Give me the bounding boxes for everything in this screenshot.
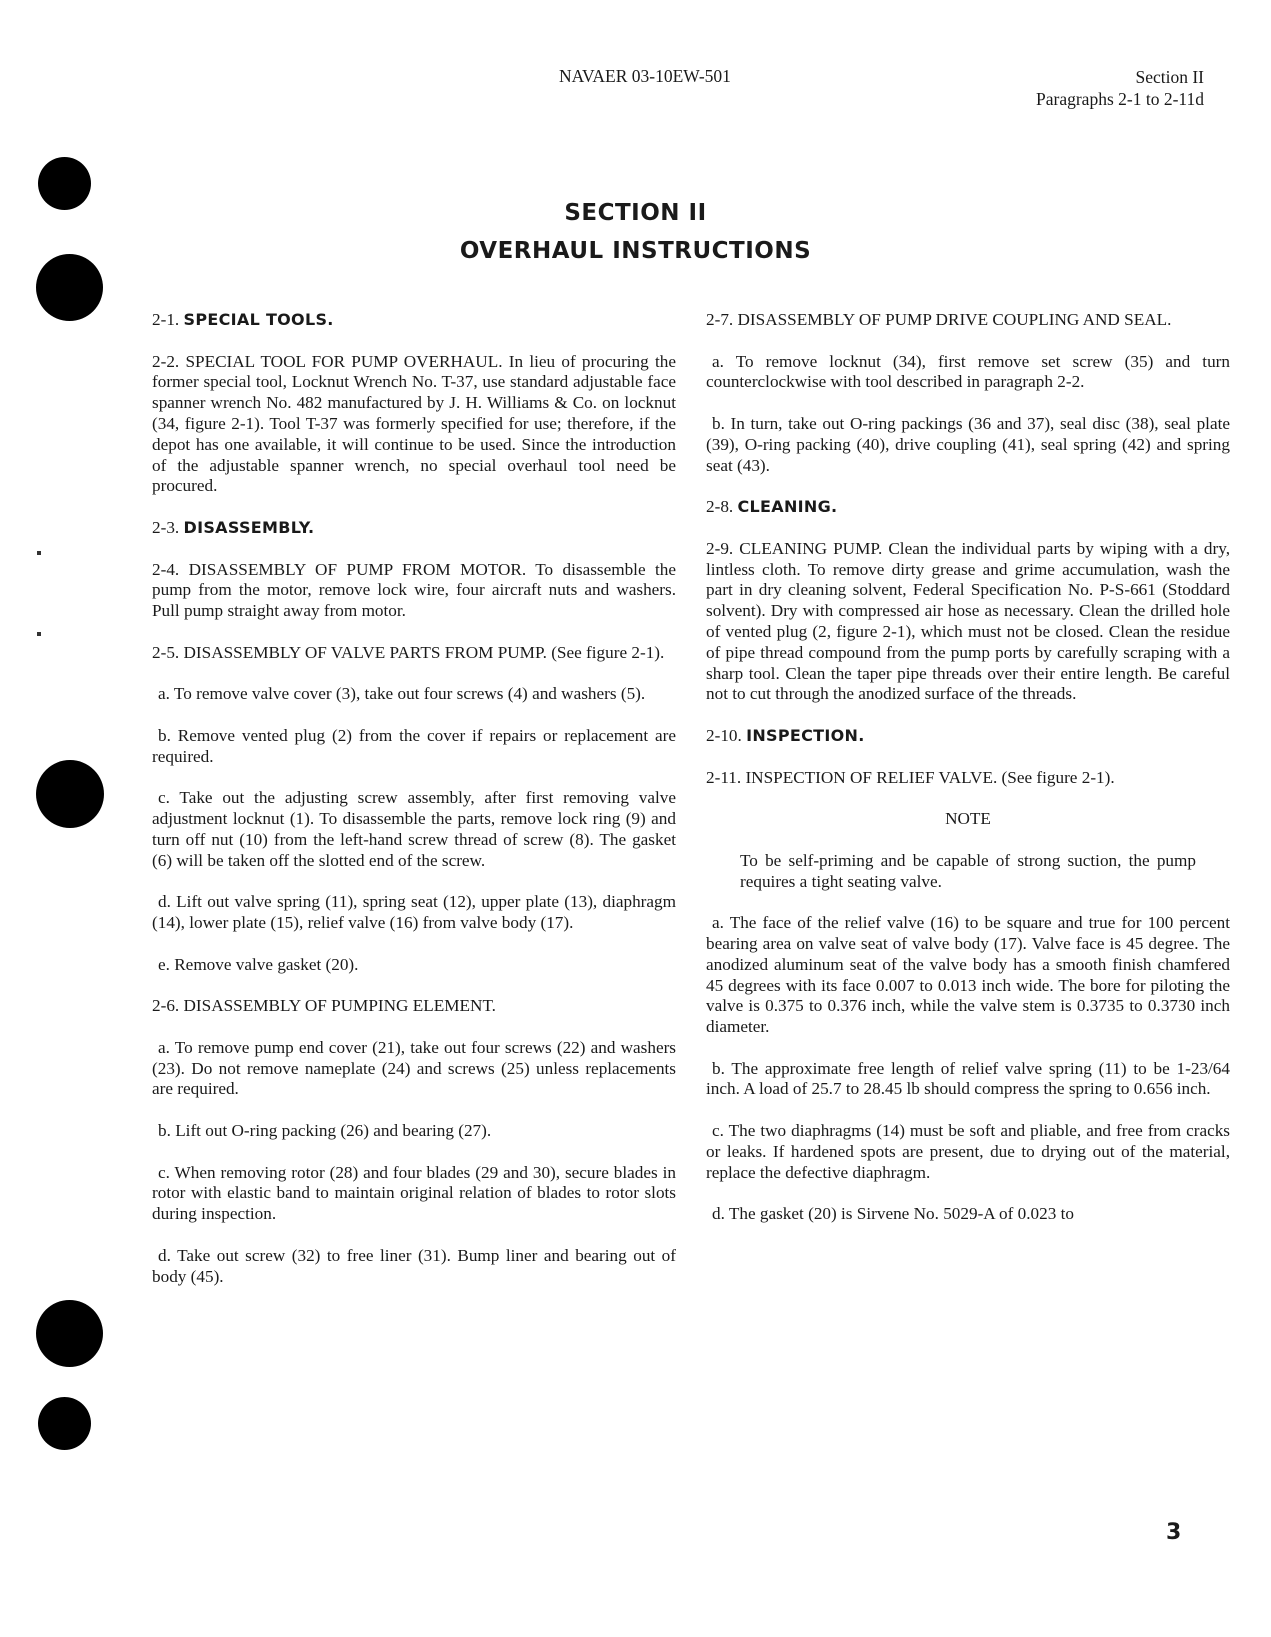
binder-hole bbox=[36, 254, 103, 321]
step-2-6d: d. Take out screw (32) to free liner (31). Bump liner and bearing out of body (45). bbox=[152, 1245, 676, 1286]
section-subtitle: OVERHAUL INSTRUCTIONS bbox=[459, 238, 812, 264]
paragraph-2-2: 2-2. SPECIAL TOOL FOR PUMP OVERHAUL. In lieu of procuring the former special tool, Locknut Wrench No. T-37, use standard adjustable face spanner wrench No. 482 manufactured by J. H. Williams & Co. on locknut (34, figure 2-1). Tool T-37 was formerly specified for use; therefore, if the depot has one available, it will continue to be used. Since the introduction of the adjustable spanner wrench, no special overhaul tool need be procured. bbox=[152, 351, 676, 496]
step-2-5d: d. Lift out valve spring (11), spring seat (12), upper plate (13), diaphragm (14), lower plate (15), relief valve (16) from valve body (17). bbox=[152, 892, 676, 933]
step-2-6c: c. When removing rotor (28) and four blades (29 and 30), secure blades in rotor with elastic band to maintain original relation of blades to rotor slots during inspection. bbox=[152, 1162, 676, 1224]
heading-2-3: 2-3. DISASSEMBLY. bbox=[152, 517, 315, 537]
page-number: 3 bbox=[1166, 1520, 1182, 1545]
paragraph-2-4: 2-4. DISASSEMBLY OF PUMP FROM MOTOR. To disassemble the pump from the motor, remove lock wire, four aircraft nuts and washers. Pull pump straight away from motor. bbox=[152, 559, 676, 621]
section-title: SECTION II bbox=[564, 200, 707, 226]
heading-2-10: 2-10. INSPECTION. bbox=[706, 725, 865, 745]
binder-hole bbox=[36, 760, 104, 828]
step-2-5c: c. Take out the adjusting screw assembly, after first removing valve adjustment locknut (1). To disassemble the parts, remove lock ring (9) and turn off nut (10) from the left-hand screw thread of screw (8). The gasket (6) will be taken off the slotted end of the screw. bbox=[152, 788, 676, 870]
heading-2-1: 2-1. SPECIAL TOOLS. bbox=[152, 310, 334, 329]
note-label: NOTE bbox=[945, 809, 991, 829]
paragraph-2-9: 2-9. CLEANING PUMP. Clean the individual parts by wiping with a dry, lintless cloth. To remove dirty grease and grime accumulation, wash the part in dry cleaning solvent, Federal Specification No. P-S-661 (Stoddard solvent). Dry with compressed air hose as necessary. Clean the drilled hole of vented plug (2, figure 2-1), which must not be closed. Clean the residue of pipe thread compound from the pump ports by carefully scraping with a sharp tool. Clean the taper pipe threads over their entire length. Be careful not to cut through the anodized surface of the threads. bbox=[706, 538, 1230, 704]
step-2-6b: b. Lift out O-ring packing (26) and bearing (27). bbox=[158, 1121, 492, 1141]
document-id: NAVAER 03-10EW-501 bbox=[559, 66, 731, 86]
step-2-11c: c. The two diaphragms (14) must be soft and pliable, and free from cracks or leaks. If hardened spots are present, due to drying out of the material, replace the defective diaphragm. bbox=[706, 1121, 1230, 1182]
heading-2-8: 2-8. CLEANING. bbox=[706, 497, 838, 517]
step-2-5b: b. Remove vented plug (2) from the cover if repairs or replacement are required. bbox=[152, 725, 676, 766]
section-header bbox=[1036, 66, 1204, 110]
scan-speck bbox=[37, 632, 41, 636]
step-2-5a: a. To remove valve cover (3), take out four screws (4) and washers (5). bbox=[158, 684, 646, 704]
step-2-11a: a. The face of the relief valve (16) to be square and true for 100 percent bearing area on valve seat of valve body (17). Valve face is 45 degree. The anodized aluminum seat of the valve body has a smooth finish chamfered 45 degrees with its face 0.007 to 0.013 inch wide. The bore for piloting the valve is 0.375 to 0.376 inch, while the valve stem is 0.3735 to 0.3730 inch diameter. bbox=[706, 913, 1230, 1037]
step-2-7a: a. To remove locknut (34), first remove set screw (35) and turn counterclockwise with tool described in paragraph 2-2. bbox=[706, 351, 1230, 392]
step-2-6a: a. To remove pump end cover (21), take out four screws (22) and washers (23). Do not remove nameplate (24) and screws (25) unless replacements are required. bbox=[152, 1037, 676, 1099]
section-label: Section II bbox=[1135, 67, 1204, 87]
step-2-7b: b. In turn, take out O-ring packings (36 and 37), seal disc (38), seal plate (39), O-ring packing (40), drive coupling (41), seal spring (42) and spring seat (43). bbox=[706, 413, 1230, 475]
paragraph-2-5: 2-5. DISASSEMBLY OF VALVE PARTS FROM PUMP. (See figure 2-1). bbox=[152, 642, 665, 662]
binder-hole bbox=[36, 1300, 103, 1367]
paragraph-2-7: 2-7. DISASSEMBLY OF PUMP DRIVE COUPLING AND SEAL. bbox=[706, 310, 1172, 329]
right-column bbox=[706, 310, 1230, 1246]
step-2-5e: e. Remove valve gasket (20). bbox=[158, 954, 359, 974]
step-2-11b: b. The approximate free length of relief valve spring (11) to be 1-23/64 inch. A load of 25.7 to 28.45 lb should compress the spring to 0.656 inch. bbox=[706, 1058, 1230, 1099]
paragraph-2-6: 2-6. DISASSEMBLY OF PUMPING ELEMENT. bbox=[152, 996, 496, 1016]
left-column bbox=[152, 310, 676, 1308]
binder-hole bbox=[38, 1397, 91, 1450]
paragraph-range: Paragraphs 2-1 to 2-11d bbox=[1036, 89, 1204, 109]
scan-speck bbox=[37, 551, 41, 555]
paragraph-2-11: 2-11. INSPECTION OF RELIEF VALVE. (See figure 2-1). bbox=[706, 767, 1115, 787]
step-2-11d: d. The gasket (20) is Sirvene No. 5029-A of 0.023 to bbox=[712, 1204, 1075, 1224]
note-body: To be self-priming and be capable of strong suction, the pump requires a tight seating valve. bbox=[740, 850, 1196, 891]
